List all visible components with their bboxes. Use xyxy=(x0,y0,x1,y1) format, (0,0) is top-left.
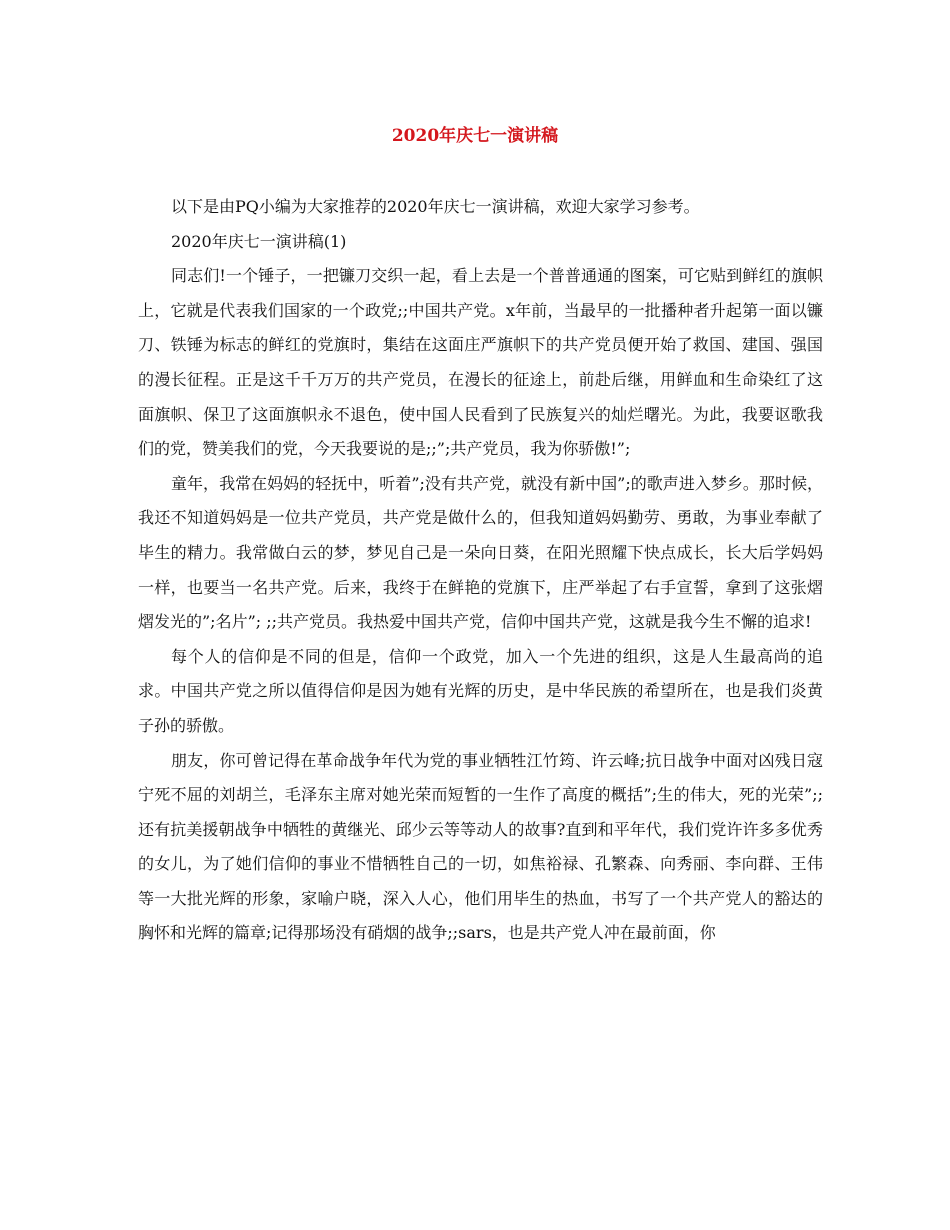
document-body xyxy=(138,190,823,951)
paragraph: 每个人的信仰是不同的但是，信仰一个政党，加入一个先进的组织，这是人生最高尚的追求。中国共产党之所以值得信仰是因为她有光辉的历史，是中华民族的希望所在，也是我们炎黄子孙的骄傲。 xyxy=(138,646,823,735)
paragraph: 朋友，你可曾记得在革命战争年代为党的事业牺牲江竹筠、许云峰;抗日战争中面对凶残日寇宁死不屈的刘胡兰，毛泽东主席对她光荣而短暂的一生作了高度的概括”;生的伟大，死的光荣”;;还有抗美援朝战争中牺牲的黄继光、邱少云等等动人的故事?直到和平年代，我们党许许多多优秀的女儿，为了她们信仰的事业不惜牺牲自己的一切，如焦裕禄、孔繁森、向秀丽、李向群、王伟等一大批光辉的形象，家喻户晓，深入人心，他们用毕生的热血，书写了一个共产党人的豁达的胸怀和光辉的篇章;记得那场没有硝烟的战争;;sars，也是共产党人冲在最前面，你 xyxy=(138,750,823,943)
paragraph-intro: 以下是由PQ小编为大家推荐的2020年庆七一演讲稿，欢迎大家学习参考。 xyxy=(171,197,700,216)
paragraph-subtitle: 2020年庆七一演讲稿(1) xyxy=(171,231,347,251)
paragraph: 同志们!一个锤子，一把镰刀交织一起，看上去是一个普普通通的图案，可它贴到鲜红的旗帜上，它就是代表我们国家的一个政党;;中国共产党。x年前，当最早的一批播种者升起第一面以镰刀、铁锤为标志的鲜红的党旗时，集结在这面庄严旗帜下的共产党员便开始了救国、建国、强国的漫长征程。正是这千千万万的共产党员，在漫长的征途上，前赴后继，用鲜血和生命染红了这面旗帜、保卫了这面旗帜永不退色，使中国人民看到了民族复兴的灿烂曙光。为此，我要讴歌我们的党，赞美我们的党，今天我要说的是;;”;共产党员，我为你骄傲!”; xyxy=(138,266,823,459)
document-title: 2020年庆七一演讲稿 xyxy=(391,126,559,146)
paragraph: 童年，我常在妈妈的轻抚中，听着”;没有共产党，就没有新中国”;的歌声进入梦乡。那时候，我还不知道妈妈是一位共产党员，共产党是做什么的，但我知道妈妈勤劳、勇敢，为事业奉献了毕生的精力。我常做白云的梦，梦见自己是一朵向日葵，在阳光照耀下快点成长，长大后学妈妈一样，也要当一名共产党。后来，我终于在鲜艳的党旗下，庄严举起了右手宣誓，拿到了这张熠熠发光的”;名片”; ;;共产党员。我热爱中国共产党，信仰中国共产党，这就是我今生不懈的追求! xyxy=(138,473,823,632)
